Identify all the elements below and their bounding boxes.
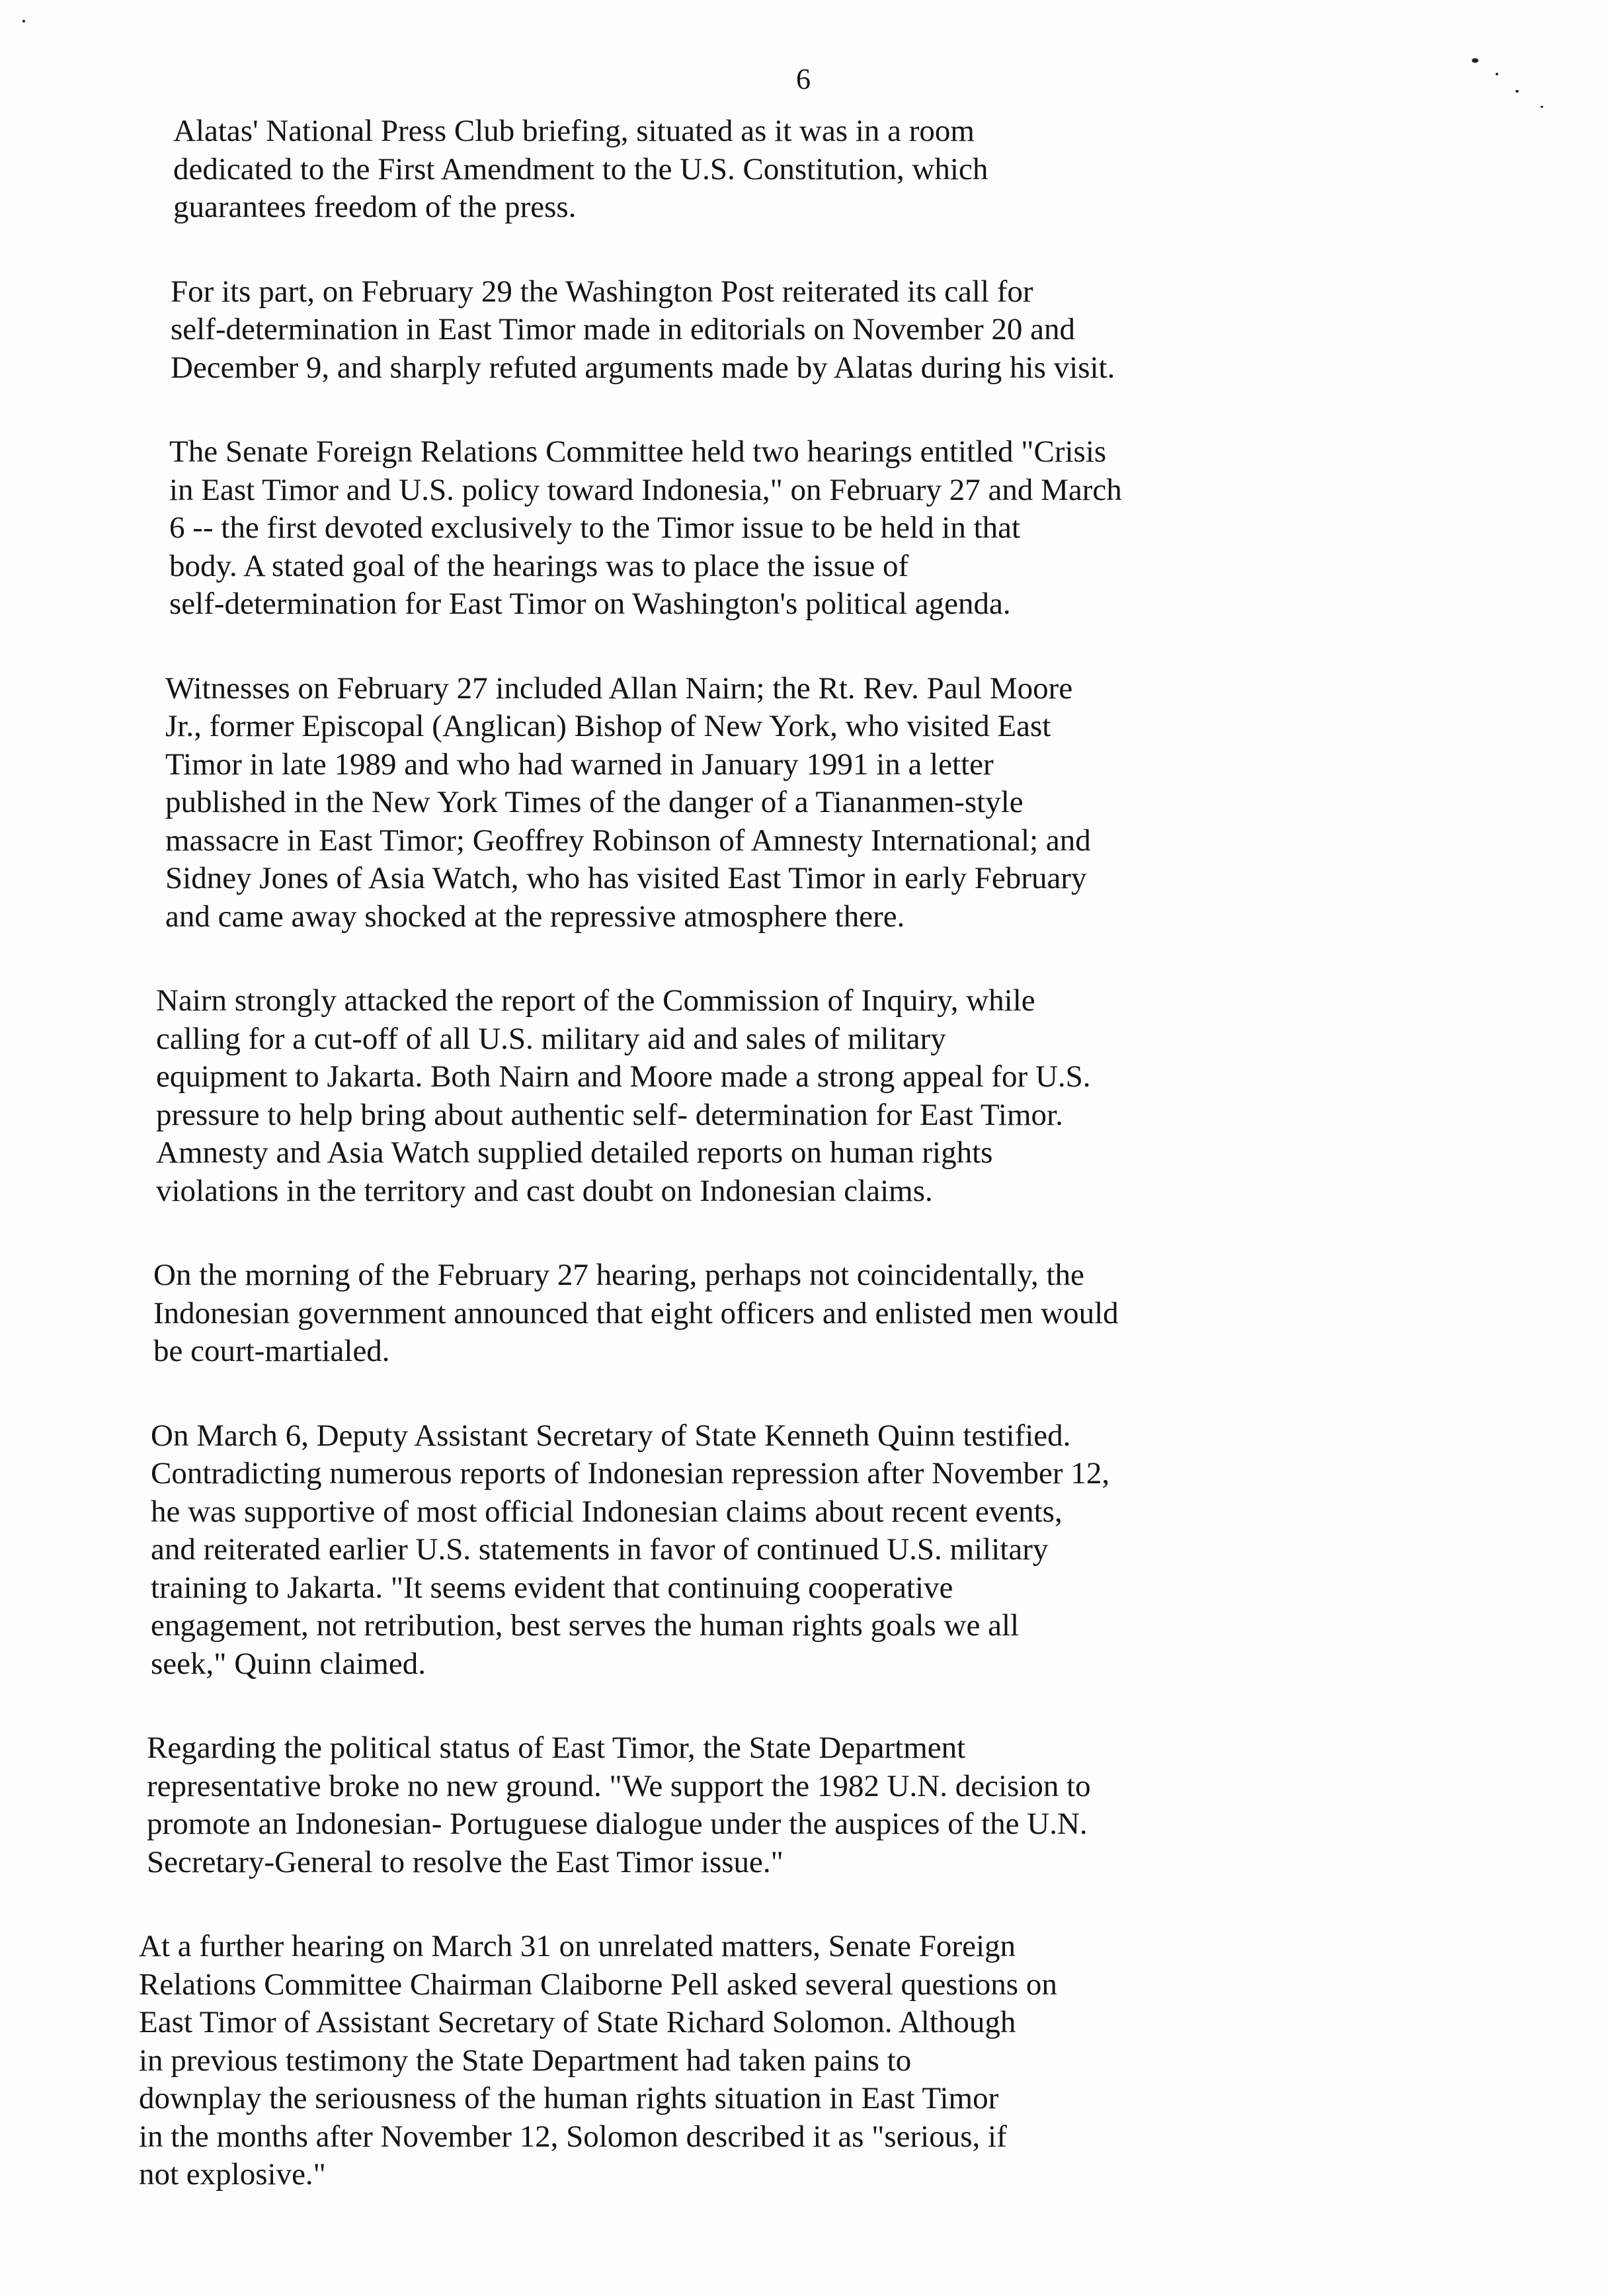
text-line: guarantees freedom of the press. [173,190,577,224]
text-line: On March 6, Deputy Assistant Secretary of State Kenneth Quinn testified. [151,1418,1071,1453]
text-line: massacre in East Timor; Geoffrey Robinson of Amnesty International; and [165,823,1091,858]
text-line: engagement, not retribution, best serves the human rights goals we all [151,1608,1020,1643]
text-line: be court-martialed. [153,1334,390,1368]
text-line: 6 -- the first devoted exclusively to the Timor issue to be held in that [169,511,1021,545]
text-line: At a further hearing on March 31 on unrelated matters, Senate Foreign [139,1929,1016,1963]
text-line: Jr., former Episcopal (Anglican) Bishop of New York, who visited East [165,709,1051,743]
text-line: Timor in late 1989 and who had warned in January 1991 in a letter [165,747,994,782]
text-line: Secretary-General to resolve the East Timor issue." [147,1844,784,1879]
paragraph [139,1928,1608,2194]
text-line: calling for a cut-off of all U.S. military aid and sales of military [156,1021,946,1056]
text-line: promote an Indonesian- Portuguese dialogue under the auspices of the U.N. [147,1807,1088,1841]
text-line: dedicated to the First Amendment to the U.S. Constitution, which [173,151,988,186]
text-line: self-determination for East Timor on Washington's political agenda. [169,587,1011,621]
paragraph [173,112,1608,227]
text-line: Regarding the political status of East Timor, the State Department [147,1731,966,1765]
text-line: self-determination in East Timor made in editorials on November 20 and [171,312,1075,347]
paragraph [151,1417,1608,1684]
text-line: violations in the territory and cast doubt on Indonesian claims. [156,1173,933,1208]
text-line: Indonesian government announced that eight officers and enlisted men would [153,1295,1119,1331]
text-line: equipment to Jakarta. Both Nairn and Moore made a strong appeal for U.S. [156,1059,1091,1094]
text-line: Contradicting numerous reports of Indonesian repression after November 12, [151,1456,1110,1491]
body-text [0,112,1608,2240]
text-line: East Timor of Assistant Secretary of State Richard Solomon. Although [139,2005,1016,2039]
paragraph [147,1729,1608,1881]
text-line: representative broke no new ground. "We support the 1982 U.N. decision to [147,1768,1091,1803]
text-line: December 9, and sharply refuted arguments made by Alatas during his visit. [171,350,1115,385]
paragraph [169,433,1608,624]
text-line: in the months after November 12, Solomon described it as "serious, if [139,2119,1007,2154]
text-line: Nairn strongly attacked the report of the Commission of Inquiry, while [156,983,1035,1018]
text-line: in previous testimony the State Department had taken pains to [139,2043,912,2078]
text-line: training to Jakarta. "It seems evident that continuing cooperative [151,1570,953,1605]
text-line: he was supportive of most official Indonesian claims about recent events, [151,1494,1063,1529]
text-line: Sidney Jones of Asia Watch, who has visited East Timor in early February [165,861,1087,895]
page-number: 6 [796,63,811,95]
text-line: Amnesty and Asia Watch supplied detailed reports on human rights [156,1135,993,1170]
text-line: in East Timor and U.S. policy toward Indonesia," on February 27 and March [169,472,1122,507]
paragraph [165,670,1608,936]
text-line: The Senate Foreign Relations Committee held two hearings entitled "Crisis [169,434,1107,469]
text-line: not explosive." [139,2157,326,2192]
text-line: published in the New York Times of the danger of a Tiananmen-style [165,785,1024,819]
text-line: Witnesses on February 27 included Allan Nairn; the Rt. Rev. Paul Moore [165,671,1073,706]
text-line: downplay the seriousness of the human rights situation in East Timor [139,2081,999,2115]
text-line: and reiterated earlier U.S. statements in favor of continued U.S. military [151,1532,1049,1567]
text-line: On the morning of the February 27 hearing, perhaps not coincidentally, the [153,1258,1084,1292]
text-line: body. A stated goal of the hearings was to place the issue of [169,548,909,583]
paragraph [153,1256,1608,1371]
paragraph [171,273,1608,388]
text-line: For its part, on February 29 the Washington Post reiterated its call for [171,274,1033,309]
text-line: Relations Committee Chairman Claiborne Pell asked several questions on [139,1967,1057,2002]
text-line: seek," Quinn claimed. [151,1646,426,1681]
paragraph [156,982,1608,1210]
text-line: Alatas' National Press Club briefing, situated as it was in a room [173,114,975,148]
text-line: and came away shocked at the repressive atmosphere there. [165,899,905,934]
text-line: pressure to help bring about authentic self- determination for East Timor. [156,1097,1063,1132]
